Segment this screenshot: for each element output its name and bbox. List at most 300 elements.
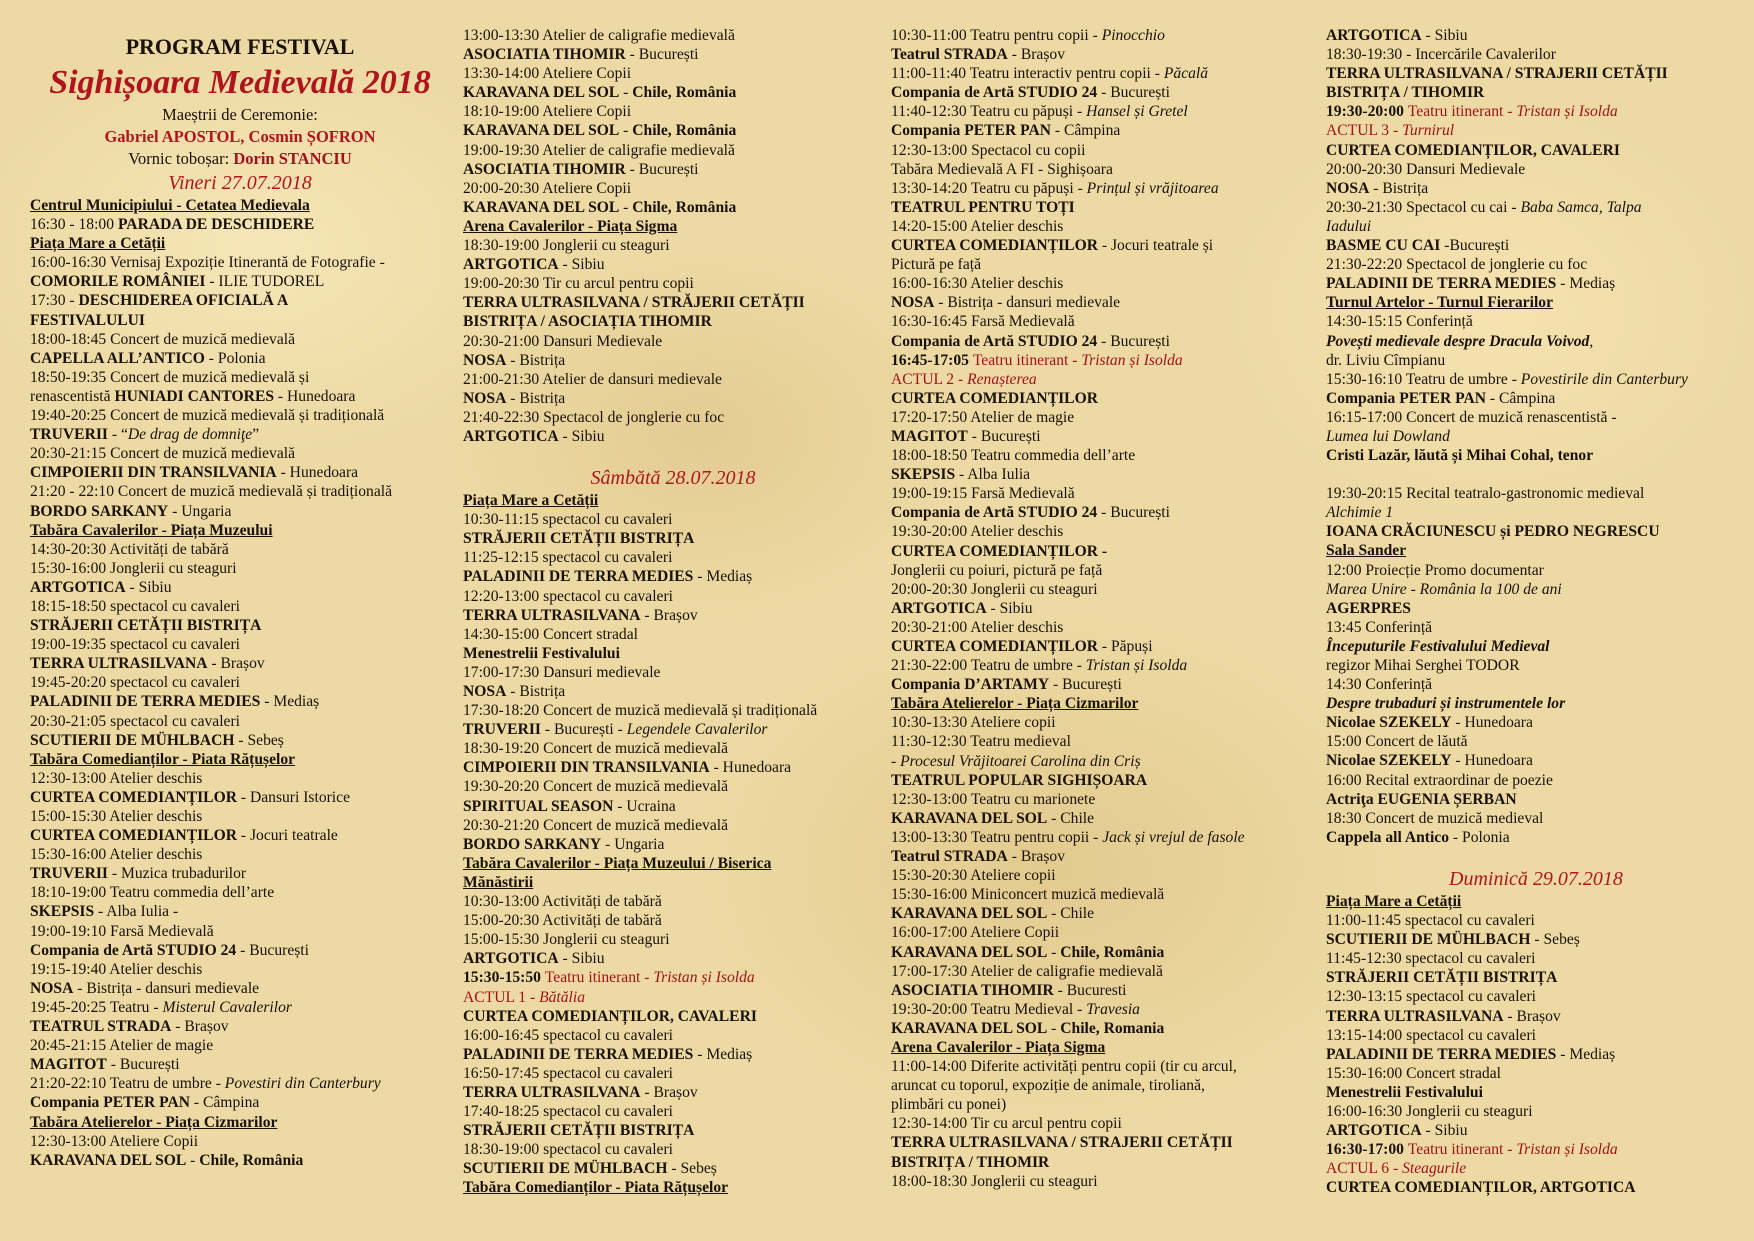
line-text: Chile, Romania bbox=[1060, 1019, 1165, 1037]
line-text: Tabăra Atelierelor - Piața Cizmarilor bbox=[30, 1113, 278, 1131]
line-text: - “ bbox=[107, 426, 128, 444]
program-line bbox=[1326, 217, 1746, 236]
program-line bbox=[1326, 484, 1746, 503]
line-text: PALADINII DE TERRA MEDIES bbox=[1326, 275, 1557, 293]
line-text: - Păpuși bbox=[1097, 638, 1153, 655]
line-text: Compania PETER PAN bbox=[1326, 389, 1486, 407]
program-line bbox=[30, 463, 450, 482]
program-column-1 bbox=[30, 26, 450, 1170]
program-line bbox=[463, 949, 883, 968]
program-line bbox=[463, 370, 883, 389]
line-text: ARTGOTICA bbox=[463, 256, 559, 274]
line-text: 19:45-20:20 spectacol cu cavaleri bbox=[30, 674, 240, 692]
program-line bbox=[30, 960, 450, 979]
program-line bbox=[891, 542, 1311, 561]
line-text: 20:00-20:30 Jonglerii cu steaguri bbox=[891, 580, 1098, 598]
program-line bbox=[30, 654, 450, 673]
program-line bbox=[1326, 427, 1746, 446]
program-line bbox=[463, 548, 883, 567]
program-line bbox=[30, 1055, 450, 1074]
line-text: CURTEA COMEDIANȚILOR bbox=[30, 827, 237, 845]
program-line bbox=[1326, 694, 1746, 713]
program-line bbox=[30, 673, 450, 692]
line-text: Nicolae SZEKELY bbox=[1326, 714, 1452, 732]
line-text: - Hunedoara bbox=[709, 759, 792, 777]
line-text: 20:30-21:00 Dansuri Medievale bbox=[463, 332, 663, 350]
program-line bbox=[463, 1026, 883, 1045]
program-line bbox=[891, 828, 1311, 847]
program-line bbox=[1326, 1026, 1746, 1045]
line-text: - București bbox=[625, 46, 699, 64]
line-text: 10:30-13:00 Activități de tabără bbox=[463, 893, 662, 911]
line-text: - Brașov bbox=[640, 1083, 698, 1101]
program-line bbox=[1326, 1140, 1746, 1159]
line-text: - Muzica trubadurilor bbox=[107, 865, 247, 883]
program-line bbox=[463, 1007, 883, 1026]
line-text: 16:00-16:45 spectacol cu cavaleri bbox=[463, 1026, 673, 1044]
program-line bbox=[891, 1057, 1311, 1076]
program-line bbox=[891, 752, 1311, 771]
line-text: 20:30-21:05 spectacol cu cavaleri bbox=[30, 712, 240, 730]
line-text: 13:30-14:00 Ateliere Copii bbox=[463, 65, 632, 83]
line-text: ARTGOTICA bbox=[891, 599, 987, 617]
line-text: PALADINII DE TERRA MEDIES bbox=[1326, 1045, 1557, 1063]
program-line bbox=[1326, 312, 1746, 331]
program-line bbox=[1326, 580, 1746, 599]
line-text: 18:30-19:00 Jonglerii cu steaguri bbox=[463, 237, 670, 255]
line-text: - București bbox=[1049, 676, 1122, 694]
line-text: CURTEA COMEDIANȚILOR bbox=[891, 237, 1098, 255]
program-line bbox=[30, 502, 450, 521]
line-text: Tristan și Isolda bbox=[1516, 103, 1618, 121]
line-text: PALADINII DE TERRA MEDIES bbox=[463, 568, 694, 586]
program-line bbox=[1326, 332, 1746, 351]
line-text: KARAVANA DEL SOL bbox=[463, 84, 620, 102]
line-text: Actriţa EUGENIA ȘERBAN bbox=[1326, 790, 1517, 808]
line-text: Tabăra Atelierelor - Piața Cizmarilor bbox=[891, 695, 1139, 713]
line-text: Chile, România bbox=[632, 198, 737, 216]
line-text: SPIRITUAL SEASON bbox=[463, 797, 614, 815]
line-text: KARAVANA DEL SOL bbox=[30, 1151, 187, 1169]
line-text: Tristan și Isolda bbox=[1516, 1141, 1618, 1159]
line-text: 14:30-15:15 Conferință bbox=[1326, 313, 1473, 331]
program-line bbox=[30, 597, 450, 616]
line-text: PALADINII DE TERRA MEDIES bbox=[30, 693, 261, 711]
line-text: Sâmbătă 28.07.2018 bbox=[590, 467, 756, 490]
line-text: 10:30-11:15 spectacol cu cavaleri bbox=[463, 511, 673, 529]
program-line bbox=[1326, 618, 1746, 637]
program-line bbox=[891, 484, 1311, 503]
line-text: - Alba Iulia bbox=[955, 466, 1031, 484]
line-text: - Jocuri teatrale și bbox=[1097, 237, 1214, 255]
line-text: STRĂJERII CETĂȚII BISTRIȚA bbox=[1326, 969, 1558, 987]
program-line bbox=[463, 606, 883, 625]
program-line bbox=[891, 26, 1311, 45]
program-line bbox=[30, 864, 450, 883]
line-text: CURTEA COMEDIANȚILOR, ARTGOTICA bbox=[1326, 1179, 1636, 1197]
vornic-line bbox=[30, 148, 450, 170]
line-text: 13:30-14:20 Teatru cu păpuși - bbox=[891, 179, 1087, 197]
line-text: 18:10-19:00 Teatru commedia dell’arte bbox=[30, 884, 275, 902]
program-line bbox=[463, 911, 883, 930]
line-text: Baba Samca, Talpa bbox=[1520, 198, 1642, 216]
line-text: 18:00-18:30 Jonglerii cu steaguri bbox=[891, 1172, 1098, 1190]
line-text: - Câmpina bbox=[1486, 389, 1556, 407]
line-text: - Brașov bbox=[1007, 46, 1065, 64]
program-line bbox=[891, 141, 1311, 160]
line-text: 19:30-20:00 bbox=[1326, 103, 1408, 121]
line-text: - București bbox=[1097, 84, 1170, 102]
line-text: Teatrul STRADA bbox=[891, 46, 1008, 64]
line-text: Tristan și Isolda bbox=[653, 969, 755, 987]
line-text: Compania PETER PAN bbox=[891, 122, 1051, 140]
line-text: Duminică 29.07.2018 bbox=[1449, 867, 1623, 890]
line-text: - Mediaș bbox=[693, 568, 753, 586]
program-line bbox=[1326, 968, 1746, 987]
line-text: - Brașov bbox=[1503, 1007, 1561, 1025]
line-text: 10:30-11:00 Teatru pentru copii - bbox=[891, 27, 1102, 44]
line-text: BORDO SARKANY bbox=[30, 502, 169, 520]
program-title: PROGRAM FESTIVAL bbox=[125, 34, 355, 59]
line-text: - Hunedoara bbox=[276, 464, 359, 482]
program-line bbox=[30, 616, 450, 635]
line-text: ARTGOTICA bbox=[30, 578, 126, 596]
program-line bbox=[463, 587, 883, 606]
program-line bbox=[891, 962, 1311, 981]
program-line bbox=[30, 215, 450, 234]
line-text: Jonglerii cu poiuri, pictură pe față bbox=[891, 561, 1103, 579]
line-text: Tabăra Cavalerilor - Piața Muzeului bbox=[30, 521, 273, 539]
line-text: TERRA ULTRASILVANA / STRAJERII CETĂȚII bbox=[1326, 65, 1668, 83]
program-line bbox=[1326, 1045, 1746, 1064]
program-line bbox=[891, 981, 1311, 1000]
line-text: MAGITOT bbox=[891, 427, 968, 445]
line-text: 21:30-22:00 Teatru de umbre - bbox=[891, 657, 1086, 675]
line-text: Piața Mare a Cetății bbox=[463, 492, 599, 510]
line-text: - bbox=[619, 84, 633, 102]
line-text: , bbox=[1589, 332, 1594, 350]
line-text: 20:30-21:15 Concert de muzică medievală bbox=[30, 445, 296, 463]
program-line bbox=[1326, 389, 1746, 408]
line-text: KARAVANA DEL SOL bbox=[891, 905, 1048, 923]
program-line bbox=[30, 1151, 450, 1170]
line-text: 12:30-13:00 Teatru cu marionete bbox=[891, 790, 1096, 808]
line-text: TEATRUL STRADA bbox=[30, 1018, 172, 1036]
line-text: De drag de domniţe bbox=[127, 426, 253, 444]
program-line bbox=[891, 943, 1311, 962]
line-text: 12:30-13:15 spectacol cu cavaleri bbox=[1326, 988, 1536, 1006]
program-line bbox=[463, 720, 883, 739]
line-text: ACTUL 3 - bbox=[1326, 122, 1403, 140]
spacer bbox=[1326, 847, 1746, 866]
line-text: ARTGOTICA bbox=[463, 427, 559, 445]
program-line bbox=[30, 922, 450, 941]
line-text: - bbox=[891, 752, 901, 770]
line-text: - Sebeș bbox=[1530, 931, 1580, 949]
program-line bbox=[30, 234, 450, 253]
spacer bbox=[1326, 465, 1746, 484]
program-line bbox=[891, 45, 1311, 64]
program-line bbox=[891, 427, 1311, 446]
line-text: Sala Sander bbox=[1326, 542, 1407, 560]
line-text: 17:00-17:30 Atelier de caligrafie medievală bbox=[891, 962, 1163, 980]
line-text: - bbox=[619, 122, 633, 140]
line-text: Travesia bbox=[1086, 1000, 1140, 1018]
program-line bbox=[891, 389, 1311, 408]
line-text: - Bistrița bbox=[506, 351, 566, 369]
line-text: Legendele Cavalerilor bbox=[626, 721, 768, 739]
program-line bbox=[891, 102, 1311, 121]
program-line bbox=[1326, 236, 1746, 255]
program-line bbox=[463, 312, 883, 331]
program-line bbox=[891, 790, 1311, 809]
program-line bbox=[30, 941, 450, 960]
line-text: regizor Mihai Serghei TODOR bbox=[1326, 657, 1520, 674]
line-text: 15:30-15:50 bbox=[463, 969, 545, 987]
line-text: Povești medievale despre Dracula Voivod bbox=[1326, 332, 1590, 350]
program-line bbox=[891, 1172, 1311, 1191]
line-text: - Sibiu bbox=[986, 599, 1033, 617]
program-line bbox=[463, 1102, 883, 1121]
program-line bbox=[30, 349, 450, 368]
program-line bbox=[30, 883, 450, 902]
line-text: renascentistă bbox=[30, 387, 115, 405]
line-text: Misterul Cavalerilor bbox=[162, 998, 292, 1016]
line-text: KARAVANA DEL SOL bbox=[891, 1019, 1048, 1037]
program-line bbox=[463, 1064, 883, 1083]
line-text: 14:20-15:00 Atelier deschis bbox=[891, 217, 1064, 235]
line-text: TERRA ULTRASILVANA / STRAJERII CETĂȚII bbox=[891, 1134, 1233, 1152]
line-text: ACTUL 6 - bbox=[1326, 1160, 1403, 1178]
program-line bbox=[891, 1153, 1311, 1172]
line-text: - București bbox=[967, 427, 1041, 445]
program-line bbox=[463, 408, 883, 427]
program-line bbox=[1326, 1102, 1746, 1121]
program-line bbox=[30, 444, 450, 463]
program-line bbox=[30, 330, 450, 349]
line-text: 18:00-18:45 Concert de muzică medievală bbox=[30, 330, 296, 348]
program-line bbox=[463, 83, 883, 102]
program-line bbox=[463, 739, 883, 758]
program-line bbox=[30, 635, 450, 654]
line-text: SCUTIERII DE MÜHLBACH bbox=[1326, 931, 1531, 949]
program-line bbox=[463, 988, 883, 1007]
line-text: Teatrul STRADA bbox=[891, 848, 1008, 866]
program-line bbox=[30, 826, 450, 845]
program-line bbox=[1326, 637, 1746, 656]
line-text: 13:00-13:30 Atelier de caligrafie medievală bbox=[463, 27, 735, 44]
program-line bbox=[1326, 1121, 1746, 1140]
line-text: NOSA bbox=[463, 683, 507, 700]
line-text: 15:30-16:00 Concert stradal bbox=[1326, 1064, 1501, 1082]
program-line bbox=[463, 758, 883, 777]
program-line bbox=[463, 777, 883, 796]
line-text: 20:30-21:00 Atelier deschis bbox=[891, 618, 1064, 636]
line-text: BISTRIȚA / ASOCIAȚIA TIHOMIR bbox=[463, 313, 712, 331]
line-text: - Hunedoara bbox=[274, 387, 356, 405]
line-text: - Câmpina bbox=[1051, 122, 1121, 140]
line-text: TERRA ULTRASILVANA bbox=[463, 1083, 641, 1101]
line-text: - Chile bbox=[1047, 905, 1095, 923]
program-line bbox=[30, 291, 450, 310]
program-line bbox=[1326, 656, 1746, 675]
program-line bbox=[1326, 293, 1746, 312]
line-text: PALADINII DE TERRA MEDIES bbox=[463, 1045, 694, 1063]
line-text: CURTEA COMEDIANȚILOR bbox=[891, 638, 1098, 655]
line-text: 20:30-21:20 Concert de muzică medievală bbox=[463, 816, 729, 834]
line-text: - București bbox=[236, 941, 309, 959]
line-text: 13:00-13:30 Teatru pentru copii - bbox=[891, 828, 1103, 846]
festival-name: Sighișoara Medievală 2018 bbox=[49, 64, 431, 101]
program-line bbox=[891, 64, 1311, 83]
program-line bbox=[1326, 408, 1746, 427]
program-line bbox=[891, 351, 1311, 370]
line-text: Turnirul bbox=[1402, 122, 1455, 140]
line-text: 16:00-16:30 Vernisaj Expoziție Itinerantă de Fotografie - bbox=[30, 254, 385, 272]
program-line bbox=[1326, 732, 1746, 751]
program-line bbox=[1326, 828, 1746, 847]
line-text: - Mediaș bbox=[1556, 1045, 1616, 1063]
line-text: - Ungaria bbox=[601, 835, 665, 853]
day-heading bbox=[1326, 866, 1746, 892]
line-text: Renașterea bbox=[967, 370, 1037, 388]
line-text: 15:00-15:30 Jonglerii cu steaguri bbox=[463, 931, 670, 949]
program-line bbox=[463, 625, 883, 644]
program-column-3 bbox=[891, 26, 1311, 1191]
program-line bbox=[30, 769, 450, 788]
vornic-label: Vornic toboșar: bbox=[128, 149, 230, 168]
line-text: 18:30-19:30 - Incercările Cavalerilor bbox=[1326, 46, 1556, 64]
line-text: 15:30-16:00 Atelier deschis bbox=[30, 846, 203, 864]
line-text: 19:15-19:40 Atelier deschis bbox=[30, 960, 203, 978]
line-text: CAPELLA ALL’ANTICO bbox=[30, 349, 205, 367]
line-text: TRUVERII bbox=[463, 721, 541, 739]
line-text: ACTUL 1 - bbox=[463, 988, 540, 1006]
line-text: 19:00-19:35 spectacol cu cavaleri bbox=[30, 636, 240, 654]
line-text: STRĂJERII CETĂȚII BISTRIȚA bbox=[463, 1122, 695, 1140]
line-text: plimbări cu ponei) bbox=[891, 1096, 1007, 1114]
program-line bbox=[891, 446, 1311, 465]
line-text: 20:45-21:15 Atelier de magie bbox=[30, 1037, 214, 1055]
program-line bbox=[30, 1093, 450, 1112]
program-line bbox=[891, 293, 1311, 312]
line-text: Procesul Vrăjitoarei Carolina din Criș bbox=[900, 752, 1141, 770]
program-line bbox=[1326, 599, 1746, 618]
program-line bbox=[30, 1132, 450, 1151]
line-text: - Bucuresti bbox=[1053, 981, 1127, 999]
line-text: ARTGOTICA bbox=[463, 950, 559, 968]
line-text: - Bistrița bbox=[506, 389, 566, 407]
line-text: -București bbox=[1440, 237, 1510, 255]
program-line bbox=[463, 1121, 883, 1140]
program-line bbox=[891, 809, 1311, 828]
line-text: 17:30 - bbox=[30, 292, 79, 310]
program-line bbox=[463, 351, 883, 370]
line-text: Chile, România bbox=[1060, 943, 1165, 961]
line-text: - Dansuri Istorice bbox=[236, 788, 350, 806]
line-text: - Bistrița - dansuri medievale bbox=[934, 294, 1121, 312]
line-text: STRĂJERII CETĂȚII BISTRIȚA bbox=[30, 617, 262, 635]
line-text: - Brașov bbox=[207, 655, 265, 673]
program-column-4 bbox=[1326, 26, 1746, 1197]
line-text: 11:30-12:30 Teatru medieval bbox=[891, 733, 1071, 751]
program-line bbox=[463, 835, 883, 854]
line-text: 20:00-20:30 Dansuri Medievale bbox=[1326, 160, 1526, 178]
line-text: 14:30-20:30 Activități de tabără bbox=[30, 540, 229, 558]
program-line bbox=[891, 866, 1311, 885]
line-text: ” bbox=[252, 426, 260, 444]
line-text: - Brașov bbox=[171, 1018, 229, 1036]
line-text: Vineri 27.07.2018 bbox=[168, 172, 312, 194]
line-text: Despre trubaduri și instrumentele lor bbox=[1326, 695, 1566, 713]
program-line bbox=[1326, 503, 1746, 522]
program-line bbox=[1326, 351, 1746, 370]
program-line bbox=[1326, 1007, 1746, 1026]
program-line bbox=[30, 979, 450, 998]
line-text: Tabăra Cavalerilor - Piața Muzeului / Biserica bbox=[463, 854, 772, 872]
program-line bbox=[463, 701, 883, 720]
line-text: Teatru itinerant - bbox=[972, 351, 1082, 369]
line-text: TEATRUL PENTRU TOȚI bbox=[891, 198, 1075, 216]
column-3-entries bbox=[891, 26, 1311, 1191]
line-text: Alchimie 1 bbox=[1326, 504, 1394, 522]
line-text: - ILIE TUDOREL bbox=[205, 273, 325, 291]
program-line bbox=[891, 675, 1311, 694]
line-text: - Polonia bbox=[204, 349, 266, 367]
line-text: Jack și vrejul de fasole bbox=[1102, 828, 1245, 846]
program-line bbox=[1326, 930, 1746, 949]
line-text: 17:40-18:25 spectacol cu cavaleri bbox=[463, 1103, 673, 1121]
line-text: 18:15-18:50 spectacol cu cavaleri bbox=[30, 597, 240, 615]
program-line bbox=[463, 64, 883, 83]
program-line bbox=[891, 1114, 1311, 1133]
line-text: - București bbox=[625, 160, 699, 178]
program-line bbox=[891, 274, 1311, 293]
program-line bbox=[1326, 83, 1746, 102]
program-line bbox=[1326, 64, 1746, 83]
line-text: Steagurile bbox=[1402, 1160, 1467, 1178]
line-text: 16:00 Recital extraordinar de poezie bbox=[1326, 771, 1553, 789]
program-line bbox=[891, 771, 1311, 790]
program-column-2 bbox=[463, 26, 883, 1198]
line-text: 15:30-16:00 Miniconcert muzică medievală bbox=[891, 886, 1165, 904]
line-text: Povestiri din Canterbury bbox=[224, 1075, 381, 1093]
line-text: - bbox=[1047, 1019, 1061, 1037]
line-text: KARAVANA DEL SOL bbox=[891, 809, 1048, 827]
program-line bbox=[463, 510, 883, 529]
line-text: TERRA ULTRASILVANA bbox=[30, 655, 208, 673]
program-line bbox=[30, 196, 450, 215]
column-1-entries bbox=[30, 170, 450, 1170]
line-text: - Sibiu bbox=[558, 950, 605, 968]
program-line bbox=[30, 406, 450, 425]
program-line bbox=[891, 656, 1311, 675]
program-line bbox=[891, 694, 1311, 713]
program-line bbox=[463, 930, 883, 949]
line-text: 16:15-17:00 Concert de muzică renascentistă - bbox=[1326, 408, 1617, 426]
line-text: 16:00-16:30 Atelier deschis bbox=[891, 275, 1064, 293]
line-text: Prințul și vrăjitoarea bbox=[1086, 179, 1219, 197]
line-text: - Brașov bbox=[1007, 848, 1065, 866]
program-line bbox=[891, 1095, 1311, 1114]
line-text: KARAVANA DEL SOL bbox=[463, 198, 620, 216]
program-line bbox=[463, 427, 883, 446]
program-line bbox=[30, 1074, 450, 1093]
program-line bbox=[30, 1017, 450, 1036]
line-text: CIMPOIERII DIN TRANSILVANIA bbox=[30, 464, 277, 482]
line-text: - Bistrița bbox=[1369, 179, 1429, 197]
line-text: 12:30-13:00 Spectacol cu copii bbox=[891, 141, 1086, 159]
